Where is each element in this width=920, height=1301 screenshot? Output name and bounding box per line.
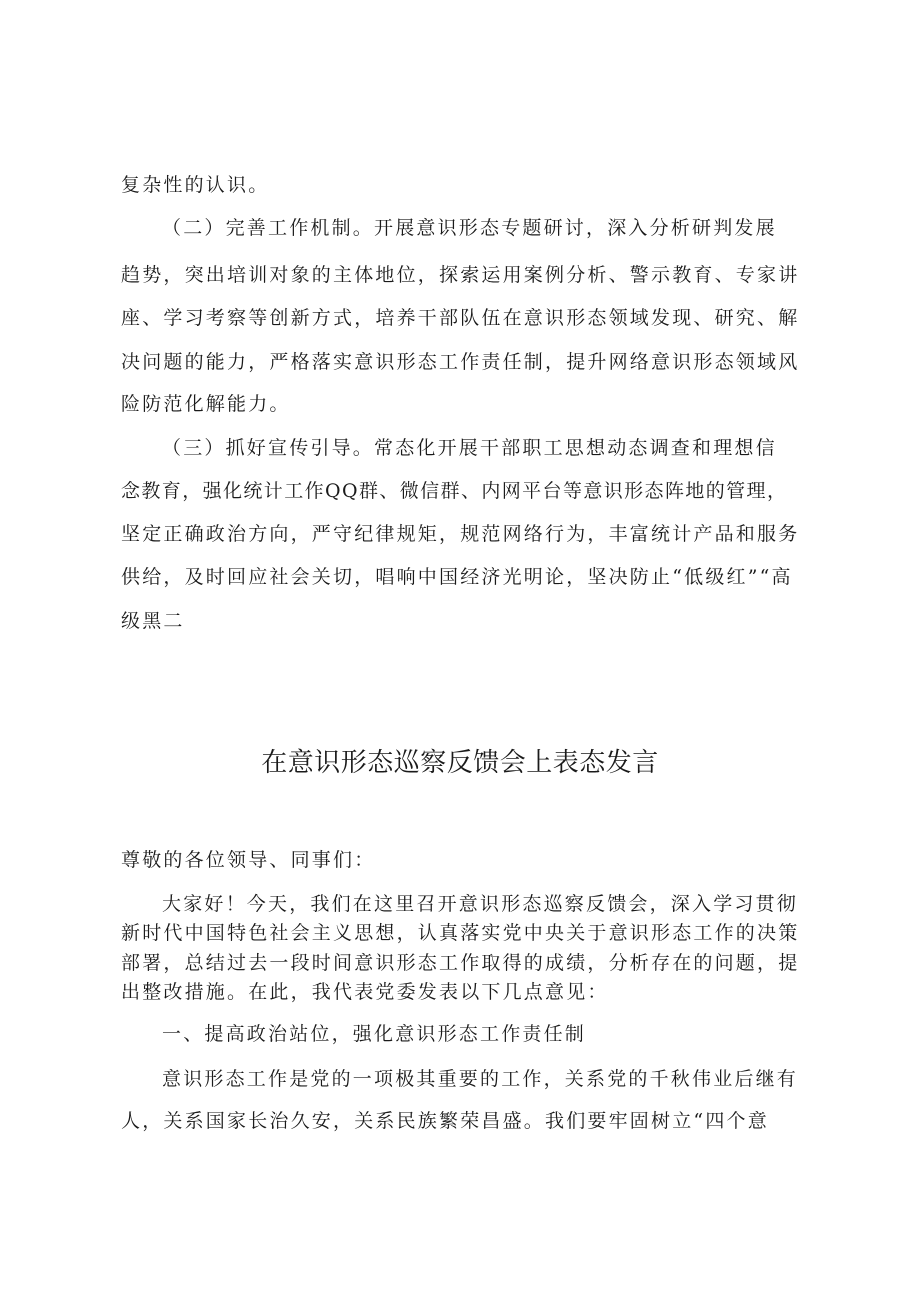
salutation: 尊敬的各位领导、同事们：	[121, 849, 376, 871]
para2-line-3: 座、学习考察等创新方式，培养干部队伍在意识形态领域发现、研究、解	[121, 307, 800, 329]
intro-line-4: 出整改措施。在此，我代表党委发表以下几点意见：	[121, 981, 609, 1003]
continuation-line: 复杂性的认识。	[121, 174, 270, 196]
para3-line-4: 供给，及时回应社会关切，唱响中国经济光明论，坚决防止“低级红”“高	[121, 566, 793, 588]
body1-line-2: 人，关系国家长治久安，关系民族繁荣昌盛。我们要牢固树立“四个意	[121, 1110, 769, 1132]
intro-line-1: 大家好！今天，我们在这里召开意识形态巡察反馈会，深入学习贯彻	[162, 893, 799, 915]
section-heading-1: 一、提高政治站位，强化意识形态工作责任制	[162, 1023, 587, 1045]
para2-line-2: 趋势，突出培训对象的主体地位，探索运用案例分析、警示教育、专家讲	[121, 264, 800, 286]
para3-line-3: 坚定正确政治方向，严守纪律规矩，规范网络行为，丰富统计产品和服务	[121, 523, 800, 545]
para2-line-4: 决问题的能力，严格落实意识形态工作责任制，提升网络意识形态领域风	[121, 351, 800, 373]
para2-line-5: 险防范化解能力。	[121, 393, 291, 415]
intro-line-3: 部署，总结过去一段时间意识形态工作取得的成绩，分析存在的问题，提	[121, 952, 800, 974]
body1-line-1: 意识形态工作是党的一项极其重要的工作，关系党的千秋伟业后继有	[162, 1068, 799, 1090]
intro-line-2: 新时代中国特色社会主义思想，认真落实党中央关于意识形态工作的决策	[121, 922, 800, 944]
para3-line-2: 念教育，强化统计工作QQ群、微信群、内网平台等意识形态阵地的管理，	[121, 480, 788, 502]
para3-line-1: （三）抓好宣传引导。常态化开展干部职工思想动态调查和理想信	[162, 437, 777, 459]
speech-title: 在意识形态巡察反馈会上表态发言	[261, 748, 659, 778]
para2-line-1: （二）完善工作机制。开展意识形态专题研讨，深入分析研判发展	[162, 217, 777, 239]
para3-line-5: 级黑二	[121, 610, 185, 632]
